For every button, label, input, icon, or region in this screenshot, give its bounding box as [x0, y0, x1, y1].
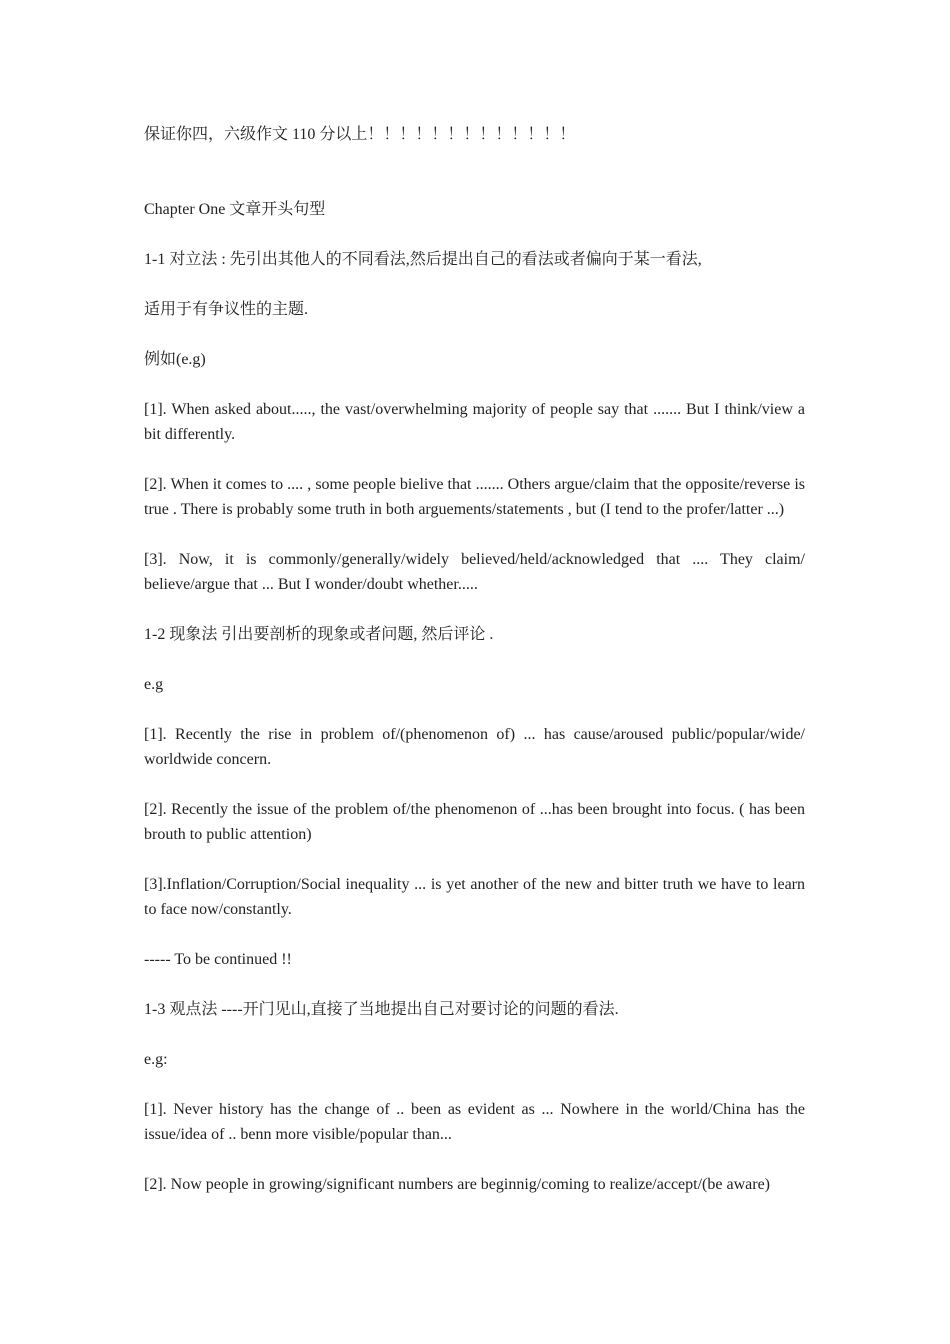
- section-heading-1-3: 1-3 观点法 ----开门见山,直接了当地提出自己对要讨论的问题的看法.: [144, 1001, 619, 1018]
- example-item: [3]. Now, it is commonly/generally/widely believed/held/acknowledged that .... They claim/ believe/argue that ... But I wonder/doubt whether.....: [144, 551, 805, 593]
- example-item: [2]. Recently the issue of the problem of/the phenomenon of ...has been brought into focus. ( has been brouth to public attention): [144, 801, 805, 843]
- document-body: [144, 122, 805, 1222]
- example-item: [1]. Recently the rise in problem of/(phenomenon of) ... has cause/aroused public/popular/wide/ worldwide concern.: [144, 726, 805, 768]
- example-item: [3].Inflation/Corruption/Social inequality ... is yet another of the new and bitter truth we have to learn to face now/constantly.: [144, 876, 805, 918]
- example-item: [2]. When it comes to .... , some people bielive that ....... Others argue/claim that the opposite/reverse is true . There is probably some truth in both arguements/statements , but (I tend to the profer/latter ...): [144, 476, 805, 518]
- example-label: e.g:: [144, 1051, 168, 1068]
- example-label: e.g: [144, 676, 164, 693]
- section-heading-1-1: 1-1 对立法 : 先引出其他人的不同看法,然后提出自己的看法或者偏向于某一看法,: [144, 251, 702, 268]
- example-item: [2]. Now people in growing/significant numbers are beginnig/coming to realize/accept/(be aware): [144, 1176, 770, 1193]
- chapter-heading: Chapter One 文章开头句型: [144, 201, 326, 218]
- example-label: 例如(e.g): [144, 351, 206, 368]
- paragraph: 适用于有争议性的主题.: [144, 301, 309, 318]
- continuation-note: ----- To be continued !!: [144, 951, 292, 968]
- example-item: [1]. When asked about....., the vast/overwhelming majority of people say that ....... But I think/view a bit differently.: [144, 401, 805, 443]
- example-item: [1]. Never history has the change of .. been as evident as ... Nowhere in the world/China has the issue/idea of .. benn more visible/popular than...: [144, 1101, 805, 1143]
- document-title-line: 保证你四，六级作文 110 分以上！！！！！！！！！！！！！: [144, 126, 576, 143]
- section-heading-1-2: 1-2 现象法 引出要剖析的现象或者问题, 然后评论 .: [144, 626, 494, 643]
